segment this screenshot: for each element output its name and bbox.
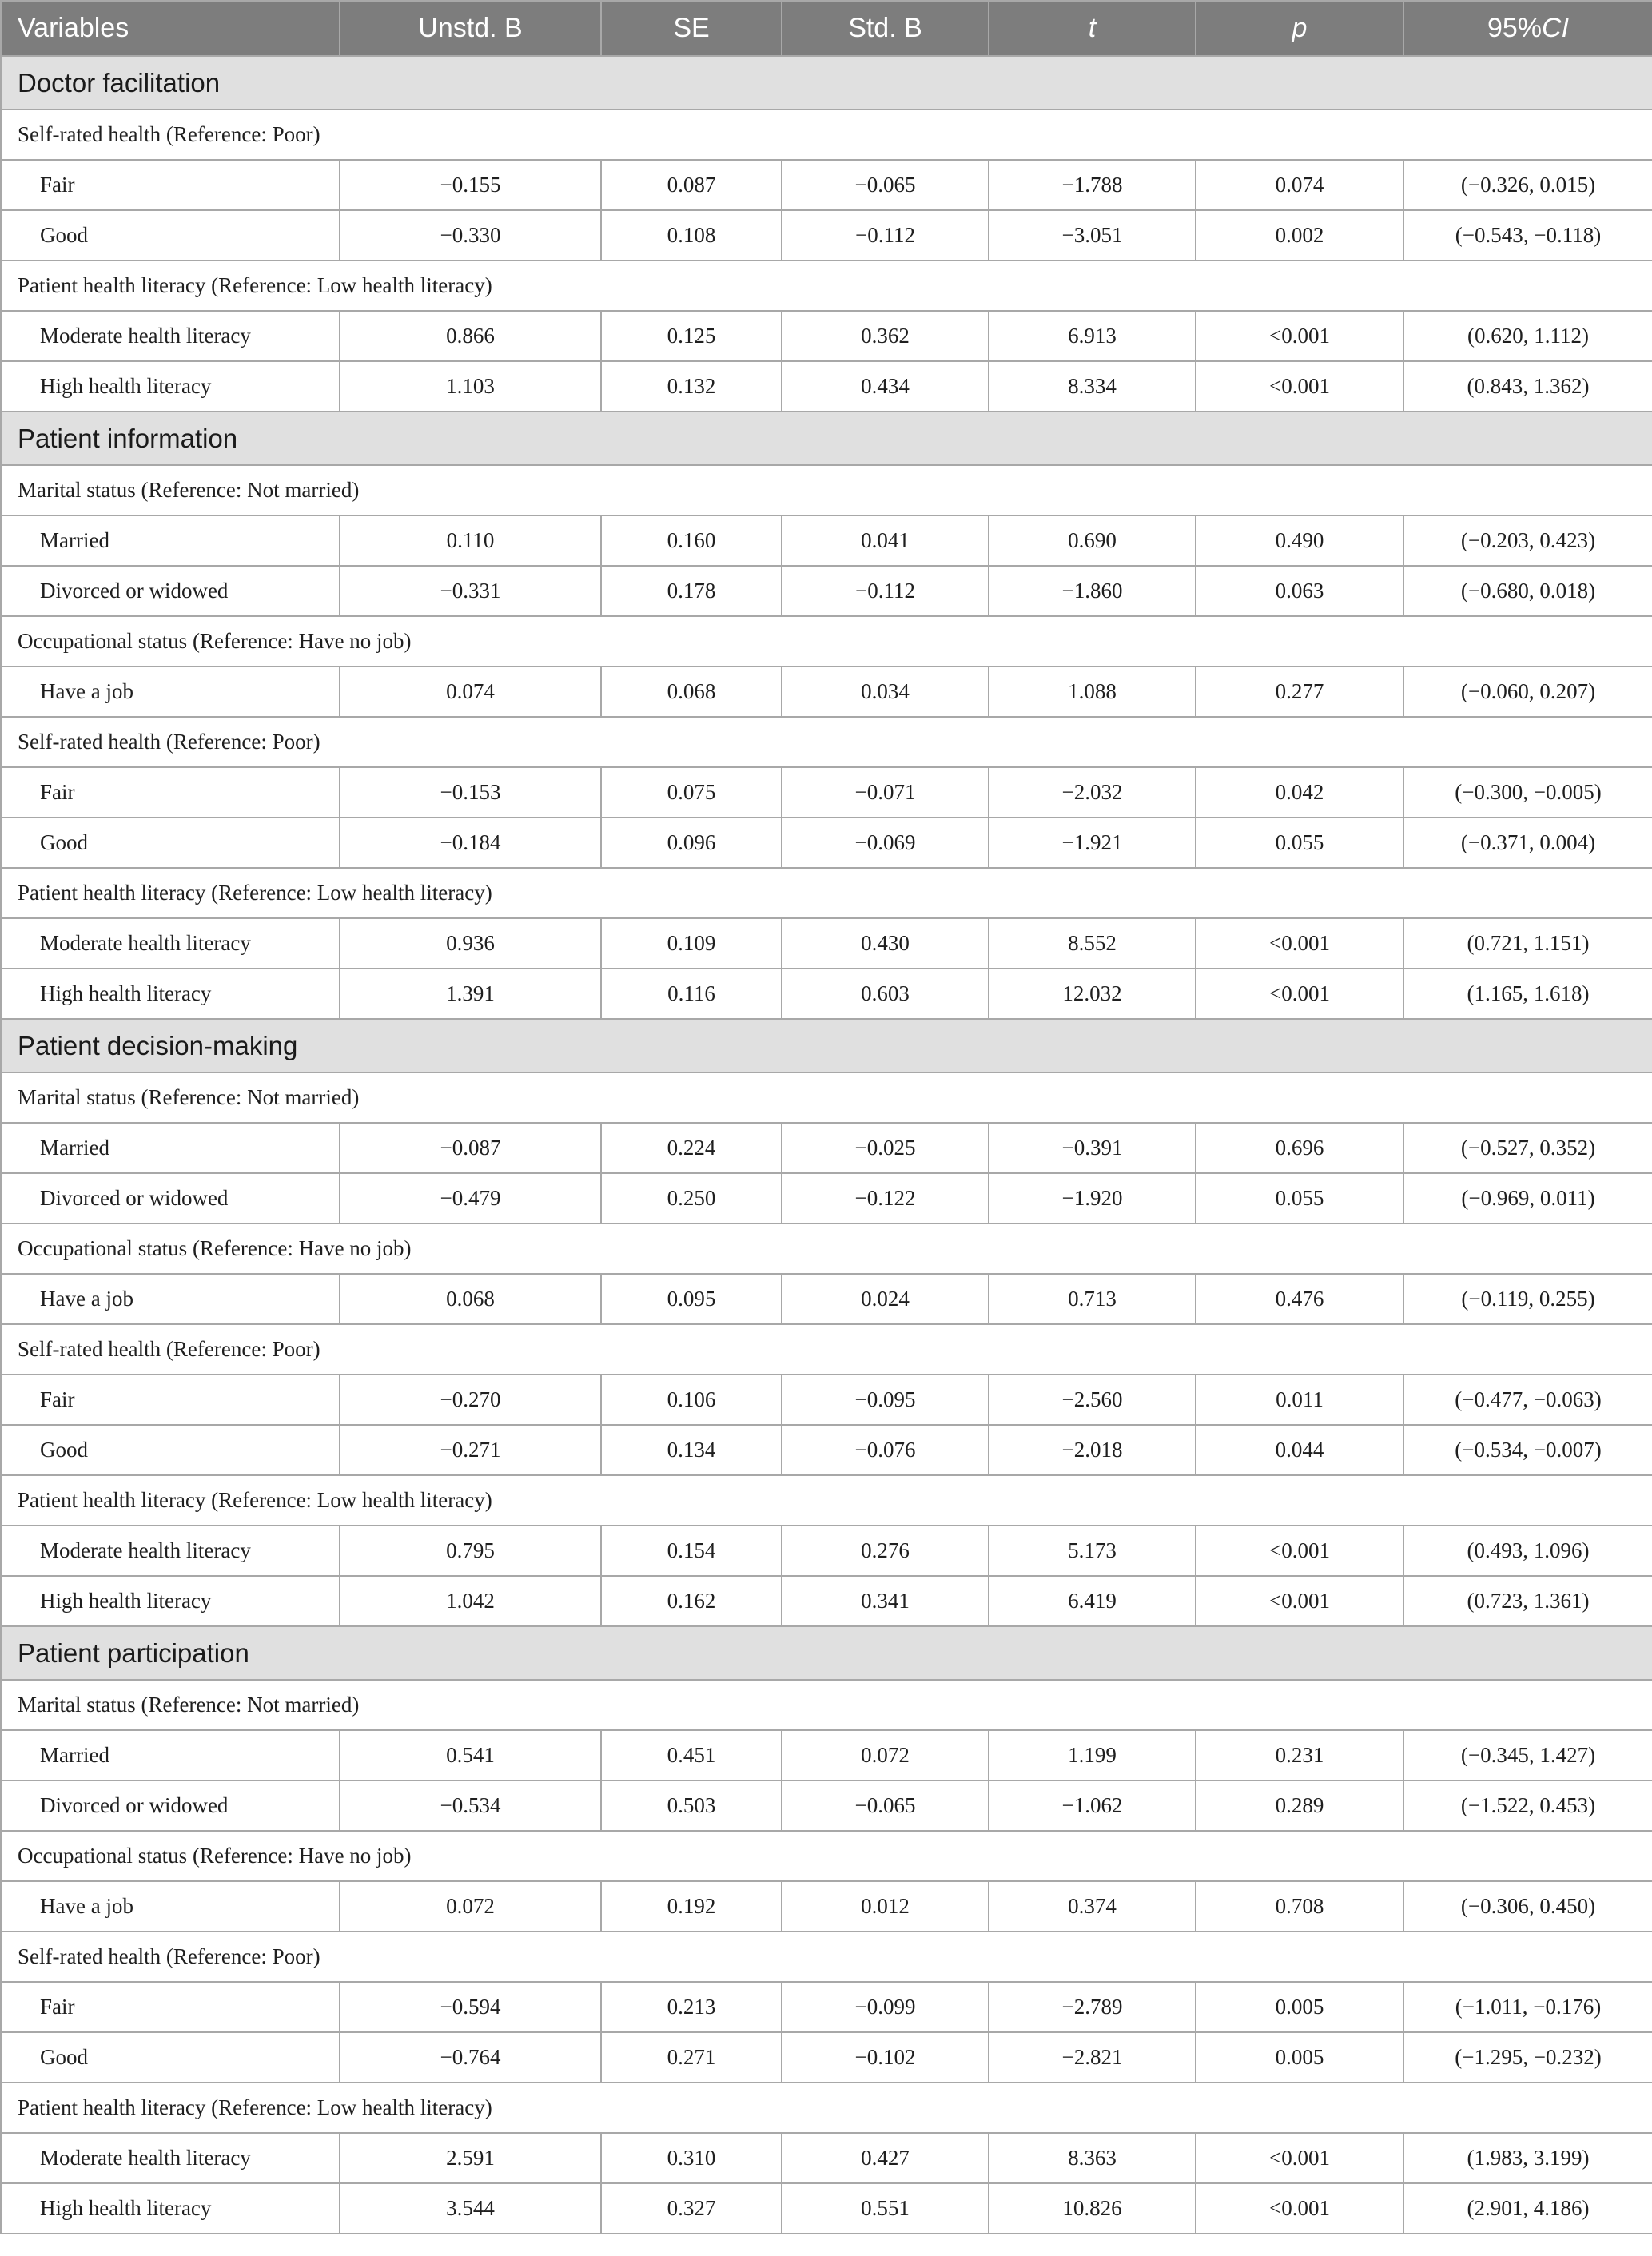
cell-unstd-b: 0.110 [340,515,601,566]
cell-p: 0.074 [1196,160,1403,210]
cell-std-b: 0.276 [782,1526,989,1576]
cell-se: 0.096 [601,818,782,868]
cell-p: <0.001 [1196,2133,1403,2183]
cell-std-b: 0.603 [782,969,989,1019]
cell-p: 0.490 [1196,515,1403,566]
table-row [1,2133,1652,2183]
reference-label: Patient health literacy (Reference: Low health literacy) [1,261,1652,311]
reference-row [1,616,1652,666]
cell-unstd-b: −0.270 [340,1375,601,1425]
section-title: Doctor facilitation [1,56,1652,109]
cell-se: 0.271 [601,2032,782,2083]
cell-std-b: 0.024 [782,1274,989,1324]
cell-t: 6.419 [989,1576,1196,1626]
reference-label: Marital status (Reference: Not married) [1,465,1652,515]
cell-se: 0.327 [601,2183,782,2234]
cell-p: 0.055 [1196,818,1403,868]
reference-row [1,1680,1652,1730]
cell-se: 0.075 [601,767,782,818]
cell-std-b: −0.112 [782,566,989,616]
reference-row [1,465,1652,515]
cell-se: 0.108 [601,210,782,261]
reference-label: Self-rated health (Reference: Poor) [1,717,1652,767]
cell-std-b: 0.012 [782,1881,989,1932]
row-label: Married [1,1123,340,1173]
cell-ci: (−0.680, 0.018) [1403,566,1652,616]
cell-ci: (0.620, 1.112) [1403,311,1652,361]
table-row [1,566,1652,616]
cell-se: 0.109 [601,918,782,969]
cell-t: 8.334 [989,361,1196,412]
cell-ci: (−0.527, 0.352) [1403,1123,1652,1173]
header-ci [1403,1,1652,56]
section-title: Patient decision-making [1,1019,1652,1072]
cell-ci: (1.165, 1.618) [1403,969,1652,1019]
cell-unstd-b: −0.155 [340,160,601,210]
cell-std-b: −0.065 [782,160,989,210]
table-row [1,1123,1652,1173]
cell-t: 0.374 [989,1881,1196,1932]
cell-se: 0.095 [601,1274,782,1324]
cell-ci: (0.721, 1.151) [1403,918,1652,969]
cell-unstd-b: 0.074 [340,666,601,717]
cell-ci: (−0.543, −0.118) [1403,210,1652,261]
cell-unstd-b: 0.072 [340,1881,601,1932]
cell-p: 0.005 [1196,2032,1403,2083]
row-label: Good [1,210,340,261]
cell-p: 0.289 [1196,1781,1403,1831]
reference-row [1,1072,1652,1123]
cell-se: 0.160 [601,515,782,566]
cell-ci: (−0.534, −0.007) [1403,1425,1652,1475]
cell-ci: (−0.060, 0.207) [1403,666,1652,717]
row-label: Divorced or widowed [1,1781,340,1831]
cell-unstd-b: −0.153 [340,767,601,818]
cell-t: −2.018 [989,1425,1196,1475]
reference-label: Occupational status (Reference: Have no job) [1,1831,1652,1881]
cell-t: 0.690 [989,515,1196,566]
cell-ci: (−0.371, 0.004) [1403,818,1652,868]
reference-label: Patient health literacy (Reference: Low health literacy) [1,2083,1652,2133]
cell-ci: (−0.477, −0.063) [1403,1375,1652,1425]
cell-t: −2.821 [989,2032,1196,2083]
table-row [1,918,1652,969]
cell-unstd-b: −0.271 [340,1425,601,1475]
cell-se: 0.162 [601,1576,782,1626]
cell-se: 0.134 [601,1425,782,1475]
cell-p: 0.063 [1196,566,1403,616]
cell-ci: (−0.969, 0.011) [1403,1173,1652,1223]
table-row [1,1173,1652,1223]
cell-p: 0.042 [1196,767,1403,818]
table-row [1,1781,1652,1831]
row-label: Moderate health literacy [1,918,340,969]
header-row [1,1,1652,56]
cell-p: 0.002 [1196,210,1403,261]
row-label: Divorced or widowed [1,566,340,616]
cell-std-b: −0.122 [782,1173,989,1223]
cell-t: −1.920 [989,1173,1196,1223]
cell-ci: (0.723, 1.361) [1403,1576,1652,1626]
header-unstd-b: Unstd. B [340,1,601,56]
cell-ci: (−1.295, −0.232) [1403,2032,1652,2083]
cell-ci: (−0.119, 0.255) [1403,1274,1652,1324]
row-label: Have a job [1,1274,340,1324]
table-row [1,2032,1652,2083]
cell-ci: (−1.522, 0.453) [1403,1781,1652,1831]
cell-p: <0.001 [1196,1576,1403,1626]
cell-se: 0.451 [601,1730,782,1781]
cell-se: 0.213 [601,1982,782,2032]
table-row [1,767,1652,818]
cell-unstd-b: −0.764 [340,2032,601,2083]
table-row [1,515,1652,566]
reference-label: Marital status (Reference: Not married) [1,1072,1652,1123]
cell-unstd-b: 1.391 [340,969,601,1019]
reference-row [1,868,1652,918]
section-row [1,56,1652,109]
header-ci-italic: CI [1542,13,1570,43]
cell-std-b: 0.434 [782,361,989,412]
cell-std-b: −0.112 [782,210,989,261]
row-label: Have a job [1,666,340,717]
row-label: Good [1,2032,340,2083]
reference-row [1,1932,1652,1982]
cell-unstd-b: 0.936 [340,918,601,969]
header-t: t [989,1,1196,56]
cell-std-b: 0.041 [782,515,989,566]
cell-t: 8.552 [989,918,1196,969]
header-se: SE [601,1,782,56]
table-row [1,311,1652,361]
row-label: Fair [1,1375,340,1425]
cell-p: 0.476 [1196,1274,1403,1324]
reference-label: Patient health literacy (Reference: Low health literacy) [1,1475,1652,1526]
cell-ci: (0.843, 1.362) [1403,361,1652,412]
cell-se: 0.106 [601,1375,782,1425]
cell-std-b: 0.430 [782,918,989,969]
row-label: Moderate health literacy [1,2133,340,2183]
cell-std-b: −0.076 [782,1425,989,1475]
section-title: Patient information [1,412,1652,465]
row-label: High health literacy [1,361,340,412]
cell-unstd-b: 3.544 [340,2183,601,2234]
cell-std-b: 0.362 [782,311,989,361]
table-row [1,1881,1652,1932]
cell-std-b: −0.099 [782,1982,989,2032]
cell-std-b: 0.341 [782,1576,989,1626]
reference-label: Patient health literacy (Reference: Low health literacy) [1,868,1652,918]
cell-t: 8.363 [989,2133,1196,2183]
row-label: Good [1,818,340,868]
cell-t: −2.789 [989,1982,1196,2032]
cell-unstd-b: 1.042 [340,1576,601,1626]
table-body [1,56,1652,2234]
cell-t: −2.560 [989,1375,1196,1425]
cell-se: 0.132 [601,361,782,412]
cell-std-b: −0.069 [782,818,989,868]
cell-std-b: −0.071 [782,767,989,818]
cell-p: 0.044 [1196,1425,1403,1475]
reference-row [1,109,1652,160]
section-row [1,412,1652,465]
reference-label: Marital status (Reference: Not married) [1,1680,1652,1730]
table-row [1,1730,1652,1781]
row-label: Fair [1,160,340,210]
table-row [1,160,1652,210]
cell-p: 0.708 [1196,1881,1403,1932]
reference-row [1,1475,1652,1526]
cell-t: 1.199 [989,1730,1196,1781]
cell-se: 0.087 [601,160,782,210]
table-row [1,1982,1652,2032]
section-row [1,1626,1652,1680]
cell-unstd-b: −0.534 [340,1781,601,1831]
cell-t: −1.788 [989,160,1196,210]
table-row [1,1274,1652,1324]
header-std-b: Std. B [782,1,989,56]
cell-t: −2.032 [989,767,1196,818]
cell-unstd-b: −0.331 [340,566,601,616]
cell-ci: (−0.203, 0.423) [1403,515,1652,566]
row-label: Moderate health literacy [1,1526,340,1576]
cell-std-b: −0.102 [782,2032,989,2083]
row-label: High health literacy [1,2183,340,2234]
cell-t: −1.062 [989,1781,1196,1831]
table-row [1,2183,1652,2234]
row-label: Moderate health literacy [1,311,340,361]
header-p: p [1196,1,1403,56]
cell-p: 0.005 [1196,1982,1403,2032]
cell-se: 0.224 [601,1123,782,1173]
table-row [1,666,1652,717]
row-label: Have a job [1,1881,340,1932]
cell-unstd-b: −0.087 [340,1123,601,1173]
reference-label: Self-rated health (Reference: Poor) [1,109,1652,160]
cell-unstd-b: −0.184 [340,818,601,868]
cell-se: 0.116 [601,969,782,1019]
cell-p: 0.277 [1196,666,1403,717]
cell-t: −3.051 [989,210,1196,261]
cell-std-b: 0.427 [782,2133,989,2183]
table-row [1,1375,1652,1425]
cell-t: 1.088 [989,666,1196,717]
reference-label: Self-rated health (Reference: Poor) [1,1932,1652,1982]
row-label: High health literacy [1,969,340,1019]
table-row [1,1576,1652,1626]
cell-se: 0.192 [601,1881,782,1932]
cell-p: <0.001 [1196,311,1403,361]
cell-ci: (0.493, 1.096) [1403,1526,1652,1576]
cell-unstd-b: −0.330 [340,210,601,261]
row-label: Good [1,1425,340,1475]
cell-t: −1.921 [989,818,1196,868]
table-header [1,1,1652,56]
row-label: Married [1,1730,340,1781]
cell-se: 0.154 [601,1526,782,1576]
cell-std-b: −0.025 [782,1123,989,1173]
reference-row [1,1831,1652,1881]
cell-unstd-b: 0.541 [340,1730,601,1781]
cell-p: 0.231 [1196,1730,1403,1781]
cell-std-b: 0.551 [782,2183,989,2234]
row-label: Fair [1,767,340,818]
cell-t: 0.713 [989,1274,1196,1324]
reference-row [1,261,1652,311]
section-row [1,1019,1652,1072]
cell-p: 0.055 [1196,1173,1403,1223]
reference-label: Occupational status (Reference: Have no job) [1,616,1652,666]
cell-unstd-b: 0.068 [340,1274,601,1324]
cell-se: 0.178 [601,566,782,616]
cell-ci: (−0.345, 1.427) [1403,1730,1652,1781]
table-row [1,1425,1652,1475]
reference-label: Self-rated health (Reference: Poor) [1,1324,1652,1375]
cell-unstd-b: −0.479 [340,1173,601,1223]
cell-t: −1.860 [989,566,1196,616]
cell-t: 10.826 [989,2183,1196,2234]
cell-t: 12.032 [989,969,1196,1019]
cell-p: <0.001 [1196,969,1403,1019]
cell-se: 0.125 [601,311,782,361]
table-row [1,210,1652,261]
cell-unstd-b: 1.103 [340,361,601,412]
cell-ci: (−0.306, 0.450) [1403,1881,1652,1932]
reference-label: Occupational status (Reference: Have no job) [1,1223,1652,1274]
cell-ci: (−1.011, −0.176) [1403,1982,1652,2032]
table-row [1,818,1652,868]
cell-p: <0.001 [1196,2183,1403,2234]
cell-se: 0.310 [601,2133,782,2183]
cell-unstd-b: 0.866 [340,311,601,361]
cell-unstd-b: 0.795 [340,1526,601,1576]
section-title: Patient participation [1,1626,1652,1680]
table-row [1,969,1652,1019]
cell-ci: (1.983, 3.199) [1403,2133,1652,2183]
header-ci-text: 95%CI [1487,13,1570,43]
cell-std-b: 0.034 [782,666,989,717]
cell-se: 0.250 [601,1173,782,1223]
row-label: Fair [1,1982,340,2032]
cell-std-b: 0.072 [782,1730,989,1781]
cell-ci: (2.901, 4.186) [1403,2183,1652,2234]
cell-ci: (−0.300, −0.005) [1403,767,1652,818]
cell-p: <0.001 [1196,1526,1403,1576]
cell-p: <0.001 [1196,918,1403,969]
cell-ci: (−0.326, 0.015) [1403,160,1652,210]
cell-p: 0.696 [1196,1123,1403,1173]
cell-t: −0.391 [989,1123,1196,1173]
cell-p: 0.011 [1196,1375,1403,1425]
cell-se: 0.503 [601,1781,782,1831]
reference-row [1,1223,1652,1274]
cell-unstd-b: −0.594 [340,1982,601,2032]
reference-row [1,2083,1652,2133]
header-variables: Variables [1,1,340,56]
cell-t: 6.913 [989,311,1196,361]
row-label: High health literacy [1,1576,340,1626]
row-label: Divorced or widowed [1,1173,340,1223]
cell-std-b: −0.095 [782,1375,989,1425]
row-label: Married [1,515,340,566]
cell-t: 5.173 [989,1526,1196,1576]
reference-row [1,717,1652,767]
cell-std-b: −0.065 [782,1781,989,1831]
cell-p: <0.001 [1196,361,1403,412]
cell-unstd-b: 2.591 [340,2133,601,2183]
table-row [1,361,1652,412]
table-row [1,1526,1652,1576]
cell-se: 0.068 [601,666,782,717]
reference-row [1,1324,1652,1375]
